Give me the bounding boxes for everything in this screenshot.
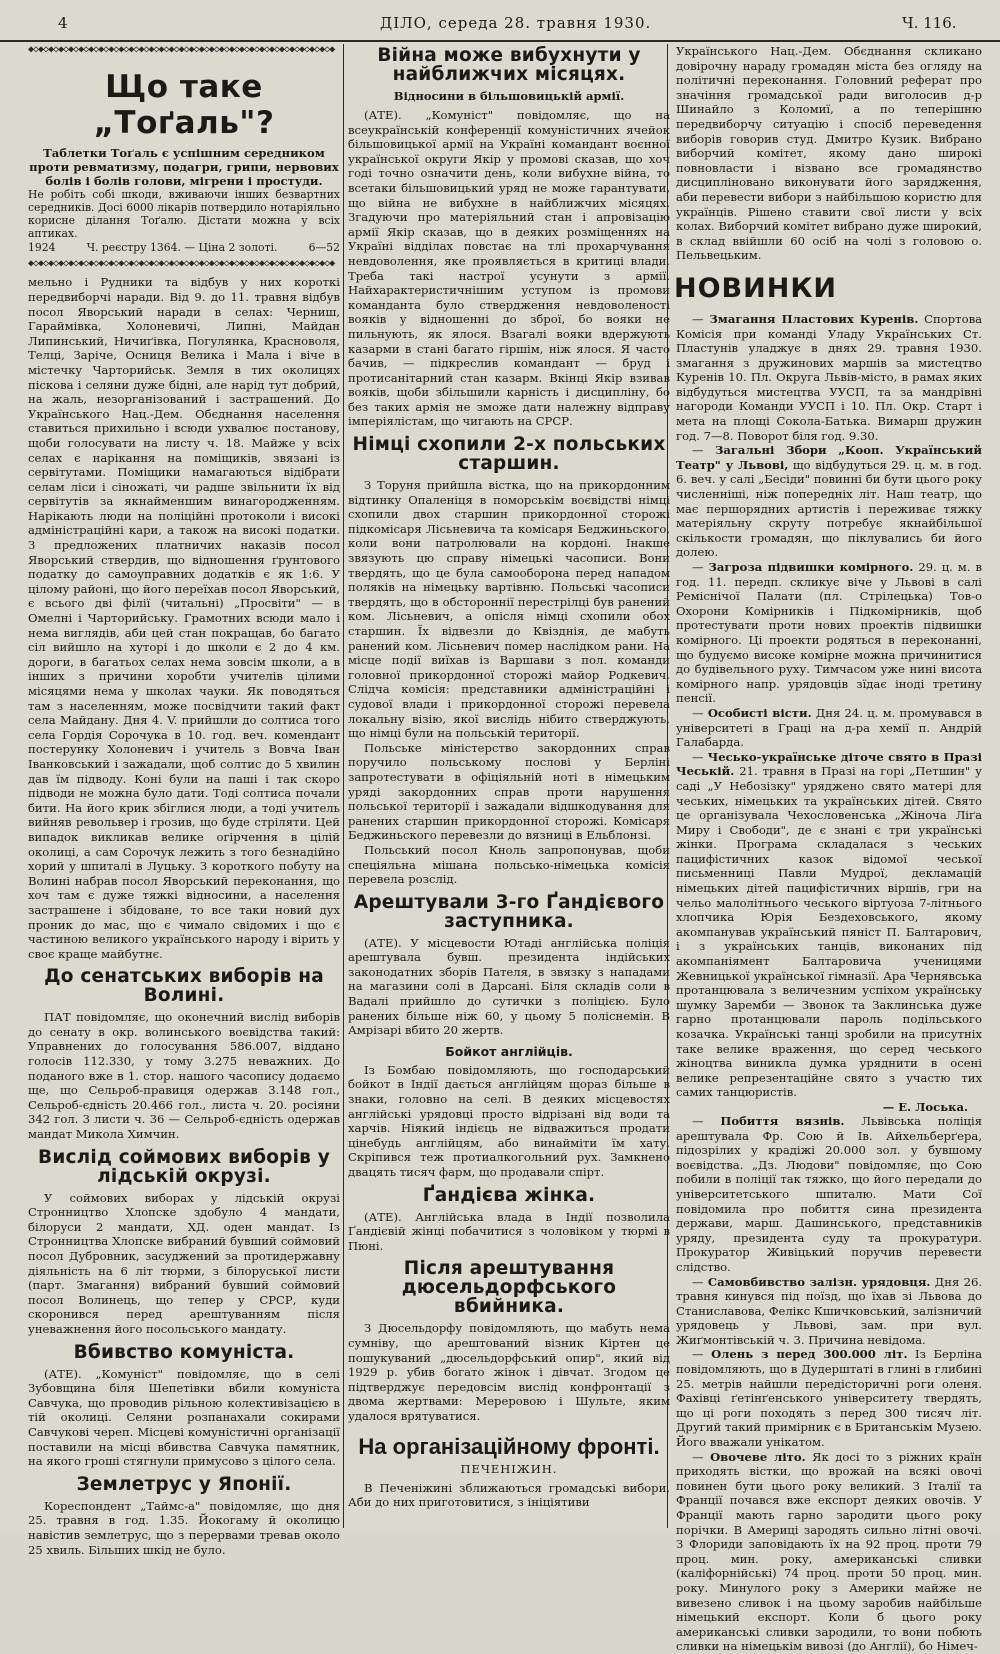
article-title-senate-elections: До сенатських виборів на Волині. <box>44 966 324 1007</box>
togal-advertisement <box>28 69 340 254</box>
section-title-news: НОВИНКИ <box>674 272 837 304</box>
article-title-lida-elections: Вислід соймових виборів у лідській окрузі. <box>38 1146 330 1187</box>
news-item: — Самовбивство залізн. урядовця. Дня 26. травня кинувся під поїзд, що їхав зі Львова до Станиславова, Фелікс Кшичковський, залізничий урядовець у Львові, зам. при вул. Жиґмонтівській ч. 3. Причина невідома. <box>676 1274 983 1347</box>
article-paragraph: ПАТ повідомляє, що оконечний вислід виборів до сенату в окр. волинського воєвідства такий: Управнених до голосування 586.007, віддано голосів 112.330, у тому 3.275 неважних. До поданого вже в 1. стор. нашого часопису додаємо ще, що Сельроб-правиця одержав 3.148 гол., Сельроб-єдність 20.466 гол., листа ч. 20. росіяни 342 гол. 3 листи ч. 36 — Сельроб-єдність одержав мандат Микола Химчин. <box>28 1010 340 1142</box>
article-title-communist-murder: Вбивство комуніста. <box>73 1341 295 1363</box>
news-item: — Загальні Збори „Кооп. Український Театр" у Львові, що відбудуться 29. ц. м. в год. 6. веч. у салі „Бесіди" повинні би бути цього року численніші, ніж попередніх літ. Наш театр, що має першорядних артистів і переживає тяжку матеріяльну скруту потребує якнайбільшої скількости громадян, що піклувались би його долею. <box>676 443 983 560</box>
ad-bold-text: Таблетки Тоґаль є успішним середником проти ревматизму, подагри, грипи, нервових болів і болів голови, мігрени і простуди. <box>29 146 339 188</box>
news-item-title: Самовбивство залізн. урядовця. <box>707 1274 931 1289</box>
col1-intro-paragraph: мельно і Рудники та відбув у них короткі передвиборчі наради. Від 9. до 11. травня відбув посол Яворський наради в селах: Черниш, Гараймівка, Холоневичі, Липні, Майдан Липинський, Ничиґівка, Погулянка, Красноволя, Телці, Заріче, Осниця Велика і Мала і віче в містечку Чарторийськ. Земля в тих околицях піскова і селяни дуже бідні, але нарід тут добрий, на жаль, незорганізований і застрашений. До Українського Нац.-Дем. Обєднання населення ставиться прихильно і всюди ухвалює постанову, щоби голосувати на листу ч. 18. Майже у всіх селах є нарікання на поміщиків, звязані із сервітутами. Поміщики намагаються відібрати селам ліси і сіножаті, чи радше звільнити їх від сервітутів за якнайменшим винагородженням. Нарікають люди на поліційні протоколи і високі адміністраційні кари, а також на високі податки. З предложених платничих наказів посол Яворський ствердив, що відношення ґрунтового податку до самоуправних додатків є як 1:6. У цілому районі, що його переїхав посол Яворський, є всього дві філії (читальні) „Просвіти" — в Омелні і Чарторийську. Грамотних всюди мало і нема виглядів, аби цей стан покращав, бо багато сіл вийшло на хуторі і до школи є 2 до 4 км. дороги, в багатьох селах нема зовсім школи, а в інших з причини хоробти учителів цілими місяцями нема у школах чауки. Як поводяться там з населенням, може посвідчити такий факт села Майдану. Дня 4. V. прийшли до солтиса того села Гордія Сорочука в 10. год. веч. комендант постерунку Холоневич і учитель з Вовча Іван Іванковський і зажадали, щоб солтис до 5 хвилин дав їм підводу. Коні були на паші і так скоро підводи не можна було дати. Тоді солтиса почали бити. На його крик збіглися люди, а тоді учитель вийняв револьвер і грозив, що буде стріляти. Цей випадок викликав велике огірчення в цілій околиці, а сам Сорочук лежить з того безнадійно хорий у шпиталі в Луцьку. З короткого побуту на Волині набрав посол Яворський переконання, що хоч там є дуже тяжкі відносини, а населення застрашене і збідоване, то все таки новий дух проник до мас, що є чимало свідомих і що є частиною великого українського народу і вірить у своє краще майбутнє. <box>28 275 340 961</box>
col3-intro-paragraph: Українського Нац.-Дем. Обєднання скликано довірочну нараду громадян міста без огляду на політичні переконання. Головний реферат про значіння громадської ради виголосив д-р Шинайло з Коломиї, а по теперішню передвиборчу ситуацію і спосіб переведення виборів говорив студ. Дмитро Кузик. Вибрано виборчий комітет, якому дано широкі повновласти і візвано все громадянство дисципліновано виконувати його зарядження, аби перевести вибори з найбільшою користю для українців. Рішено ставити свої листи у всіх колах. Виборчий комітет вибрано дуже широкий, в склад ввійшли 60 осіб на чолі з головою о. Пельвецьким. <box>676 44 982 263</box>
ad-title: Що таке „Тоґаль"? <box>93 69 275 141</box>
ad-footer-right: 6—52 <box>308 241 340 255</box>
article-paragraph: Із Бомбаю повідомляють, що господарський бойкот в Індії дається англійцям щораз більше в знаки, головно на селі. В деяких місцевостях англійські урядовці просто відрізані від води та харчів. Ніякий індієць не відважиться продати цінебудь англійцям, або винайміти їм хату. Скріпився теж протиалкогольний рух. Замкнено двацять тисяч фарм, що продавали спірт. <box>348 1062 670 1179</box>
article-title-war-may-break-out: Війна може вибухнути у найближчих місяцях. <box>377 45 641 85</box>
decorative-border-top: ◆◇◆◇◆◇◆◇◆◇◆◇◆◇◆◇◆◇◆◇◆◇◆◇◆◇◆◇◆◇◆◇◆◇◆◇◆◇◆◇◆◇◆◇◆◇◆◇◆◇◆◇◆◇◆◇◆◇◆◇◆ <box>28 44 335 55</box>
article-paragraph: В Печеніжині зближаються громадські вибори. Аби до них приготовитися, з ініціятиви <box>348 1480 670 1510</box>
page-header <box>0 0 1000 42</box>
column-1 <box>28 44 340 1557</box>
article-paragraph: Польське міністерство закордонних справ поручило польському послові у Берліні запротестувати в офіціяльній ноті в німецьким уряді закордонних справ проти нарушення польської території і зажадали відшкодування для ранених старшин прикордонної сторожі. Комісаря Беджиньского перевезли до вязниці в Ельблонзі. <box>348 740 670 843</box>
ad-footer-mid: Ч. реєстру 1364. — Ціна 2 золоті. <box>86 241 278 255</box>
news-item-text: Дня 26. травня кинувся під поїзд, що їхав зі Львова до Станиславова, Фелікс Кшичковський, залізничий урядовець у Львові, зам. при вул. Жиґмонтівській ч. 3. Причина невідома. <box>676 1274 983 1347</box>
article-title-germans-seized-officers: Німці схопили 2-х польських старшин. <box>352 434 666 475</box>
news-item: — Побиття вязнів. Львівська поліція арештувала Фр. Сою й Ів. Айхельберґера, підозрілих у крадіжі 20.000 зол. у бувшому воєвідства. „Дз. Людови" повідомляє, що Сою побили в поліції так тяжко, що його передали до університетського шпиталю. Мати Сої повідомила про побиття сина президента держави, марш. Дашинського, представників уряду, президента суду та прокуратури. Прокуратор Живіцький поручив перевести слідство. <box>676 1113 983 1274</box>
news-item: — Особисті вісти. Дня 24. ц. м. промувався в університеті в Граці на д-ра хемії п. Андрій Галабарда. <box>676 705 983 750</box>
article-paragraph: (АТЕ). „Комуніст" повідомляє, що на всеукраїнській конференції комуністичних ячейок більшовицької армії на Україні командант воєнної української округи Якір у промові сказав, що хоч годі точно означити день, коли вибухне війна, то всетаки більшовицький уряд не може гарантувати, що війна не вибухне в найближчих місяцях. Згадуючи про матеріяльний стан і апровізацію армії Якір сказав, що в деяких розміщеннях на Україні відділах повстає на тлі прохарчування невдоволення, яке проявляється в критиці влади. Треба такі настрої усунути з армії. Найхарактеристичнішим уступом із промови команданта було ствердження невдоволеності вояків у відношенні до зброї, бо вояки не пильнують, як ялося. Взагалі вояки вдержують казарми в стані багато гіршім, ніж ялося. Я часто бачив, — підкреслив командант — бруд і протисанітарний стан казарм. Вкінці Якір взивав вояків, щоби збільшили карність і дисципліну, бо без таких армія не зможе дати належну відправу імперіялістам, що чигають на СРСР. <box>348 108 670 429</box>
article-paragraph: (АТЕ). Англійська влада в Індії позволила Ґандієвій жінці побачитися з чоловіком у тюрмі в Пюні. <box>348 1209 670 1253</box>
article-title-gandhi-wife: Ґандієва жінка. <box>422 1184 596 1206</box>
ad-footer <box>28 241 340 254</box>
column-rule-left <box>343 44 344 1528</box>
news-item-text: 21. травня в Празі на горі „Петшин" у саді „У Небозізку" уряджено свято матері для чеських, німецьких та українських дітей. Свято це організувала Чехословенська „Жіноча Ліґа Миру і Свободи", де є знані є три українські жінки. Програма складалася з чеських пацифістичних казок відомої чеської письменниці Павли Мудрої, декламацій німецьких дітей пацифістичних віршів, гри на чельо малолітнього чеського віртуоза 7-літнього хлопчика Юрія Бездеховського, якому акомпанував український пяніст П. Балтарович, і з українських танців, виконаних під акомпаніямент Балтаровича ученицями Жевницької української гімназії. Ара Чернявська протанцювала з величезним успіхом українську шумку Заремби — Звонок та Заклинська дуже гарно протанцювали пароль подільського козачка. Українські танці зробили на присутніх таке велике враження, що серед чеського жіноцтва виникла думка уряднити в осені велике репрезентаційне свято з участю тих самих танцюристів. <box>676 764 982 1100</box>
news-item-text: 29. ц. м. в год. 11. передп. скликує віче у Львові в салі Реміснічої Палати (пл. Стрілецька) Тов-о Охорони Комірників і Підкомірників, щоб протестувати проти нових проектів підвишки комірного. Ці проекти родяться в переконанні, що будуємо високе комірне можна причинитися до будівельного руху. Тимчасом уже нині висота комірного напр. урядовців зїдає іноді третину пенсії. <box>676 560 982 706</box>
news-item-text: Львівська поліція арештувала Фр. Сою й Ів. Айхельберґера, підозрілих у крадіжі 20.000 зол. у бувшому воєвідства. „Дз. Людови" повідомляє, що Сою побили в поліції так тяжко, що його передали до університетського шпиталю. Мати Сої повідомила про побиття сина президента держави, марш. Дашинського, представників уряду, президента суду та прокуратури. Прокуратор Живіцький поручив перевести слідство. <box>676 1113 983 1274</box>
news-item-text: що відбудуться 29. ц. м. в год. 6. веч. у салі „Бесіди" повинні би бути цього року численніші, ніж попередніх літ. Наш театр, що має першорядних артистів і переживає тяжку матеріяльну скруту потребує якнайбільшої скількости громадян, що піклувались би його долею. <box>676 457 982 560</box>
news-item-title: Особисті вісти. <box>707 705 812 720</box>
article-title-japan-earthquake: Землетрус у Японії. <box>76 1473 292 1495</box>
article-paragraph: Кореспондент „Таймс-а" повідомляє, що дня 25. травня в год. 1.35. Йокогаму й околицю навістив землетрус, що з перервами тревав около 25 хвиль. Більших шкід не було. <box>28 1498 340 1557</box>
news-item-title: Змагання Пластових Куренів. <box>709 311 919 326</box>
news-item-text: Із Берліна повідомляють, що в Дудерштаті в глині в глибині 25. метрів найшли передісторичні роги оленя. Фахівці ґетінґенського університету твердять, що ці роги походять з перед 300 тисяч літ. Другий такий примірник є в Британськім Музею. Його вважали унікатом. <box>676 1347 983 1450</box>
news-item-title: Овочеве літо. <box>710 1449 806 1464</box>
news-item-title: Чесько-українське діточе свято в Празі Чеській. <box>676 749 982 779</box>
news-item-text: Спортова Комісія при команді Уладу Українських Ст. Пластунів уладжує в днях 29. травня 1930. змагання з дружинових маршів за мистецтво Куренів 10. Пл. Округа Львів-місто, в рамах яких відбудуться мистецтва УУСП, та за мандрівні нагороди Команди УУСП і 10. Пл. Окр. Старт і мета на площі Сокола-Батька. Вимарш дружин год. 7—8. Поворот біля год. 9.30. <box>676 311 983 443</box>
news-item-title: Загальні Збори „Кооп. Український Театр" у Львові, <box>676 443 983 472</box>
article-title-dusseldorf-killer: Після арештування дюсельдорфського вбийника. <box>401 1258 617 1318</box>
column-2 <box>348 44 670 1526</box>
decorative-border-bottom: ◆◇◆◇◆◇◆◇◆◇◆◇◆◇◆◇◆◇◆◇◆◇◆◇◆◇◆◇◆◇◆◇◆◇◆◇◆◇◆◇◆◇◆◇◆◇◆◇◆◇◆◇◆◇◆◇◆◇◆◇◆ <box>28 258 335 270</box>
article-subtitle: ПЕЧЕНІЖИН. <box>460 1461 558 1476</box>
article-title-gandhi-deputy-arrest: Арештували 3-го Ґандієвого заступника. <box>353 891 665 932</box>
masthead: ДІЛО, середа 28. травня 1930. <box>380 14 652 32</box>
article-paragraph: У соймових виборах у лідській окрузі Стронництво Хлопске здобуло 4 мандати, білоруси 2 мандати, ХД. оден мандат. Із Стронництва Хлопске вибраний бувший соймовий посол Дубровник, засуджений за протидержавну діяльність на 6 літ тюрми, з білоруської листи (парт. Змагання) вибраний бувший соймовий посол Волинець, що тепер у СРСР, куди скоронився перед арештуванням після уневажнення його посольського мандату. <box>28 1190 340 1336</box>
news-item: — Олень з перед 300.000 літ. Із Берліна повідомляють, що в Дудерштаті в глині в глибині 25. метрів найшли передісторичні роги оленя. Фахівці ґетінґенського університету твердять, що ці роги походять з перед 300 тисяч літ. Другий такий примірник є в Британськім Музею. Його вважали унікатом. <box>676 1347 983 1450</box>
news-item: — Загроза підвишки комірного. 29. ц. м. в год. 11. передп. скликує віче у Львові в салі Реміснічої Палати (пл. Стрілецька) Тов-о Охорони Комірників і Підкомірників, щоб протестувати проти нових проектів підвишки комірного. Ці проекти родяться в переконанні, що будуємо високе комірне можна причинитися до будівельного руху. Тимчасом уже нині висота комірного напр. урядовців зїдає іноді третину пенсії. <box>676 560 982 706</box>
article-title-organizational-front: На організаційному фронті. <box>358 1433 660 1459</box>
news-item-signature: — Е. Лоська. <box>882 1099 968 1114</box>
article-title-boycott: Бойкот англійців. <box>445 1043 573 1059</box>
ad-footer-left: 1924 <box>28 241 56 255</box>
article-paragraph: Польський посол Кноль запропонував, щоби спеціяльна мішана польсько-німецька комісія перевела розслід. <box>348 842 670 887</box>
article-paragraph: З Торуня прийшла вістка, що на прикордонним відтинку Опаленіця в поморськім воєвідстві німці схопили двох старшин прикордонної сторожі підкомісаря Лісьневича та комісаря Беджиньского, коли вони патролювали на кордоні. Інакше звязують цю справу німецькі часописи. Вони твердять, що це була самооборона перед нападом поляків на німецьку вартівню. Польські часописи твердять, що в обстороннії перестрілці був ранений ком. Лісьневич, а опісля німці схопили обох старшин. Їх відвезли до Квізднія, де мабуть ранений ком. Лісьневич помер наслідком рани. На місце події виїхав із Варшави з пол. команди головної прикордонної сторожі майор Родкевич. Слідча комісія: представники адміністраційні і судової влади і прикордонної сторожі перевела локальну візію, якої вислідь нібито стверджують, що німці були на польській території. <box>348 478 670 741</box>
news-item: — Овочеве літо. Як досі то з ріжних країн приходять вістки, що врожай на всякі овочі повинен бути цього року великий. З Італії та Франції почався вже експорт деяких овочів. У Франції мають гарно зародити цього року порічки. В Америці зародять сильно літні овочі. З Флориди заповідають їх на 92 проц. проти 79 проц. мин. року, американські сливки (каліфорнійські) 74 проц. проти 50 проц. мин. року. Минулого року з Америки майже не вивезено сливок і на цьому заробив найбільше німецький експорт. Коли б цього року американські сливки зародили, то вони побють сливки на німецькім вивозі (до Англії), бо Німеч- <box>676 1449 982 1654</box>
article-subtitle: Відносини в більшовицькій армії. <box>393 89 625 103</box>
news-item-title: Побиття вязнів. <box>720 1113 845 1128</box>
article-paragraph: З Дюсельдорфу повідомляють, що мабуть нема сумніву, що арештований візник Кіртен це пошукуваний „дюсельдорфський опир", який від 1929 р. убив богато жінок і дівчат. Згодом це підтверджує передовсім вислід конфронтації з двома жертвами: Мереровою і Шульте, яким удалося врятуватися. <box>348 1321 670 1423</box>
ad-small-text: Не робіть собі шкоди, вживаючи інших безвартних середників. Досі 6000 лікарів потвердило нотаріяльно корисне ділання Тоґалю. Дістати можна у всіх аптиках. <box>28 188 340 241</box>
column-3 <box>670 44 983 1654</box>
article-paragraph: (АТЕ). У місцевости Ютаді англійська поліція арештувала бувш. президента індійських законодатних зборів Пателя, в звязку з нападами на магазини солі в Дарсані. Біля складів соли в Вадалі прийшло до сутички з поліцією. Було ранених більше ніж 60, у цьому 5 поліснемін. В Амрізарі вбито 20 жертв. <box>348 935 670 1038</box>
news-item: — Змагання Пластових Куренів. Спортова Комісія при команді Уладу Українських Ст. Пластунів уладжує в днях 29. травня 1930. змагання з дружинових маршів за мистецтво Куренів 10. Пл. Округа Львів-місто, в рамах яких відбудуться мистецтва УУСП, та за мандрівні нагороди Команди УУСП і 10. Пл. Окр. Старт і мета на площі Сокола-Батька. Вимарш дружин год. 7—8. Поворот біля год. 9.30. <box>676 311 983 443</box>
news-item: — Чесько-українське діточе свято в Празі Чеській. 21. травня в Празі на горі „Петшин" у саді „У Небозізку" уряджено свято матері для чеських, німецьких та українських дітей. Свято це організувала Чехословенська „Жіноча Ліґа Миру і Свободи", де є знані є три українські жінки. Програма складалася з чеських пацифістичних казок відомої чеської письменниці Павли Мудрої, декламацій німецьких дітей пацифістичних віршів, гри на чельо малолітнього чеського віртуоза 7-літнього хлопчика Юрія Бездеховського, якому акомпанував український пяніст П. Балтарович, і з українських танців, виконаних під акомпаніямент Балтаровича ученицями Жевницької української гімназії. Ара Чернявська протанцювала з величезним успіхом українську шумку Заремби — Звонок та Заклинська дуже гарно протанцювали пароль подільського козачка. Українські танці зробили на присутніх таке велике враження, що серед чеського жіноцтва виникла думка уряднити в осені велике репрезентаційне свято з участю тих самих танцюристів. <box>676 749 982 1100</box>
news-item-text: Дня 24. ц. м. промувався в університеті в Граці на д-ра хемії п. Андрій Галабарда. <box>676 705 983 750</box>
news-item-text: Як досі то з ріжних країн приходять вістки, що врожай на всякі овочі повинен бути цього року великий. З Італії та Франції почався вже експорт деяких овочів. У Франції мають гарно зародити цього року порічки. В Америці зародять сильно літні овочі. З Флориди заповідають їх на 92 проц. проти 79 проц. мин. року, американські сливки (каліфорнійські) 74 проц. проти 50 проц. мин. року. Минулого року з Америки майже не вивезено сливок і на цьому заробив найбільше німецький експорт. Коли б цього року американські сливки зародили, то вони побють сливки на німецькім вивозі (до Англії), бо Німеч- <box>676 1449 982 1654</box>
news-item-title: Загроза підвишки комірного. <box>708 560 914 574</box>
article-paragraph: (АТЕ). „Комуніст" повідомляє, що в селі Зубовщина біля Шепетівки вбили комуніста Савчука, що проводив рільною колективізацією в тій околиці. Селяни розпанахали сокирами Савчукові череп. Місцеві комуністичні організації поставили на місці вбивства Савчука памятник, на якого гроші стягнули примусово з цілого села. <box>28 1366 340 1469</box>
page-number: 4 <box>58 14 68 32</box>
news-item-title: Олень з перед 300.000 літ. <box>711 1347 908 1362</box>
issue-number: Ч. 116. <box>902 14 957 32</box>
